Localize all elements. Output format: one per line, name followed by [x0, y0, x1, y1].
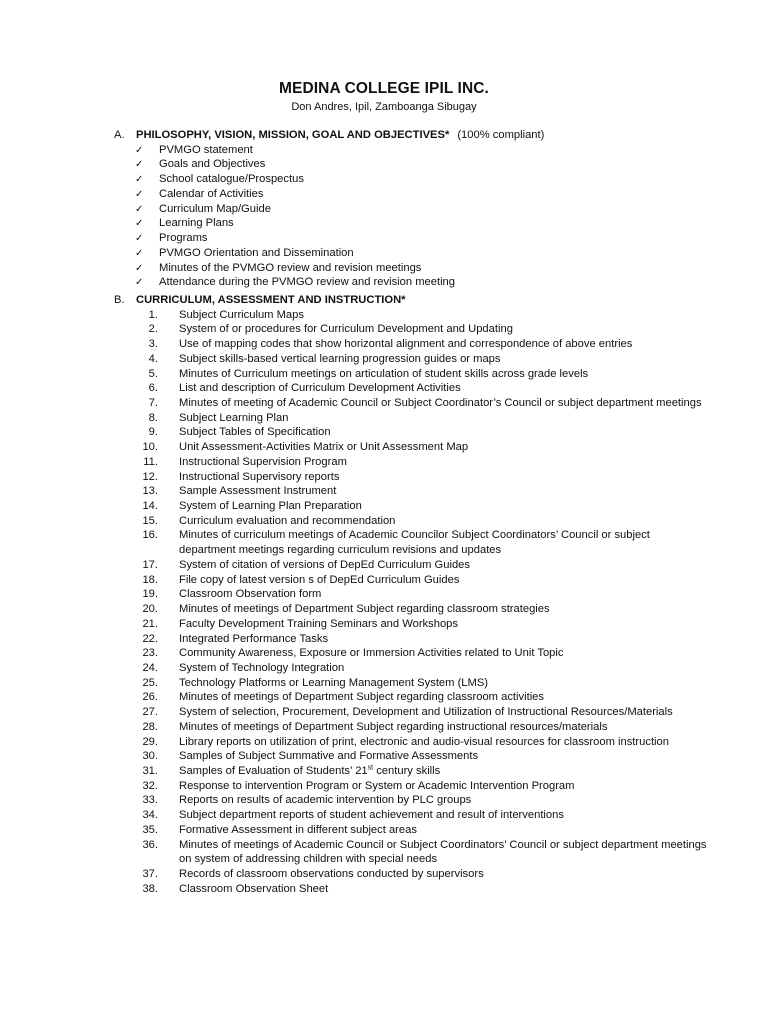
checklist-item [114, 172, 714, 187]
list-item: 15. Curriculum evaluation and recommendation [114, 514, 714, 529]
list-item-text: Integrated Performance Tasks [179, 632, 329, 645]
list-item-text: Records of classroom observations conducted by supervisors [179, 868, 484, 880]
list-item: 22. Integrated Performance Tasks [114, 632, 714, 647]
list-item: 13. Sample Assessment Instrument [114, 484, 714, 499]
list-item: 1. Subject Curriculum Maps [114, 308, 714, 323]
list-item-text: Minutes of meetings of Department Subject regarding classroom strategies [179, 603, 550, 616]
list-item-text: Formative Assessment in different subject areas [179, 823, 417, 836]
section-b-heading [114, 293, 714, 308]
check-icon: ✓ [135, 159, 144, 171]
list-item: 29. Library reports on utilization of print, electronic and audio-visual resources for classroom instruction [114, 735, 714, 750]
list-item-text: System of citation of versions of DepEd Curriculum Guides [179, 558, 470, 571]
list-item: 7. Minutes of meeting of Academic Council or Subject Coordinator’s Council or subject department meetings [114, 396, 714, 411]
list-item-text: File copy of latest version s of DepEd Curriculum Guides [179, 573, 460, 586]
check-icon: ✓ [135, 188, 144, 200]
list-item: 31. Samples of Evaluation of Students’ 21st century skills [114, 764, 714, 779]
list-item-text: Minutes of meeting of Academic Council or Subject Coordinator’s Council or subject department meetings [179, 397, 702, 409]
list-item-text: Minutes of meetings of Department Subject regarding classroom activities [179, 691, 545, 704]
list-item-text: Subject department reports of student achievement and result of interventions [179, 809, 564, 822]
list-item-text: Community Awareness, Exposure or Immersion Activities related to Unit Topic [179, 647, 564, 660]
list-item-text: Use of mapping codes that show horizontal alignment and correspondence of above entries [179, 338, 633, 351]
list-item: 5. Minutes of Curriculum meetings on articulation of student skills across grade levels [114, 367, 714, 382]
list-item: 2. System of or procedures for Curriculum Development and Updating [114, 322, 714, 337]
list-item: 25. Technology Platforms or Learning Management System (LMS) [114, 676, 714, 691]
list-item: 6. List and description of Curriculum Development Activities [114, 381, 714, 396]
list-item: 12. Instructional Supervisory reports [114, 470, 714, 485]
list-item-text: Instructional Supervisory reports [179, 470, 340, 483]
check-icon: ✓ [135, 247, 144, 259]
checklist-item-label: Programs [159, 232, 208, 245]
list-item-text: Subject skills-based vertical learning progression guides or maps [179, 352, 501, 365]
list-item: 34. Subject department reports of student achievement and result of interventions [114, 808, 714, 823]
list-item-text: Classroom Observation form [179, 588, 322, 601]
checklist-item-label: Calendar of Activities [159, 187, 264, 200]
list-item: 18. File copy of latest version s of DepEd Curriculum Guides [114, 573, 714, 588]
section-a-checklist [114, 143, 714, 291]
checklist-item-label: Curriculum Map/Guide [159, 202, 271, 215]
list-item-text: Faculty Development Training Seminars and Workshops [179, 617, 458, 630]
checklist-item [114, 275, 714, 290]
list-item-text: Response to intervention Program or System or Academic Intervention Program [179, 779, 575, 792]
list-item: 16. Minutes of curriculum meetings of Academic Councilor Subject Coordinators’ Council or subject department meetings regarding curriculum revisions and updates [114, 528, 714, 557]
checklist-item-label: PVMGO statement [159, 143, 253, 156]
check-icon: ✓ [135, 277, 144, 289]
list-item-text: Library reports on utilization of print, electronic and audio-visual resources for classroom instruction [179, 735, 669, 748]
check-icon: ✓ [135, 218, 144, 230]
list-item-text: System of or procedures for Curriculum Development and Updating [179, 323, 513, 336]
checklist-item [114, 187, 714, 202]
check-icon: ✓ [135, 262, 144, 274]
list-item: 32. Response to intervention Program or System or Academic Intervention Program [114, 779, 714, 794]
list-item: 36. Minutes of meetings of Academic Council or Subject Coordinators’ Council or subject department meetings on system of addressing children with special needs [114, 838, 714, 867]
list-item: 33. Reports on results of academic intervention by PLC groups [114, 793, 714, 808]
page-title: MEDINA COLLEGE IPIL INC. [279, 80, 489, 97]
list-item-text: Sample Assessment Instrument [179, 485, 337, 498]
list-item-text: Subject Curriculum Maps [179, 308, 304, 321]
list-item: 19. Classroom Observation form [114, 587, 714, 602]
checklist-item [114, 261, 714, 276]
checklist-item-label: PVMGO Orientation and Dissemination [159, 246, 354, 259]
checklist-item [114, 246, 714, 261]
list-item: 21. Faculty Development Training Seminars and Workshops [114, 617, 714, 632]
list-item: 24. System of Technology Integration [114, 661, 714, 676]
page-subtitle-address: Don Andres, Ipil, Zamboanga Sibugay [291, 101, 477, 113]
list-item: 30. Samples of Subject Summative and Formative Assessments [114, 749, 714, 764]
list-item-text: Classroom Observation Sheet [179, 882, 329, 895]
section-b [114, 293, 714, 896]
check-icon: ✓ [135, 203, 144, 215]
checklist-item [114, 231, 714, 246]
list-item-text: Curriculum evaluation and recommendation [179, 514, 396, 527]
section-b-letter: B. [114, 294, 125, 306]
list-item-text: Reports on results of academic intervention by PLC groups [179, 794, 472, 807]
list-item: 37. Records of classroom observations conducted by supervisors [114, 867, 714, 882]
section-a [114, 128, 714, 290]
section-b-list [114, 308, 714, 897]
check-icon: ✓ [135, 233, 144, 245]
list-item: 26. Minutes of meetings of Department Subject regarding classroom activities [114, 690, 714, 705]
list-item: 38. Classroom Observation Sheet [114, 882, 714, 897]
list-item-text: Minutes of meetings of Department Subject regarding instructional resources/materials [179, 720, 608, 733]
section-a-heading [114, 128, 714, 143]
list-item: 23. Community Awareness, Exposure or Immersion Activities related to Unit Topic [114, 646, 714, 661]
checklist-item [114, 202, 714, 217]
list-item-text: Subject Learning Plan [179, 411, 289, 424]
checklist-item-label: Minutes of the PVMGO review and revision meetings [159, 261, 422, 274]
checklist-item-label: School catalogue/Prospectus [159, 173, 304, 186]
list-item-text: Instructional Supervision Program [179, 455, 347, 468]
list-item: 28. Minutes of meetings of Department Subject regarding instructional resources/materials [114, 720, 714, 735]
section-b-title: CURRICULUM, ASSESSMENT AND INSTRUCTION* [136, 294, 406, 306]
checklist-item-label: Goals and Objectives [159, 158, 266, 171]
list-item-text: Technology Platforms or Learning Management System (LMS) [179, 676, 489, 689]
checklist-item [114, 157, 714, 172]
check-icon: ✓ [135, 144, 144, 156]
list-item-text: System of Technology Integration [179, 661, 345, 674]
list-item-text: Samples of Evaluation of Students’ 21st century skills [179, 764, 441, 777]
check-icon: ✓ [135, 174, 144, 186]
list-item: 4. Subject skills-based vertical learning progression guides or maps [114, 352, 714, 367]
section-a-compliance-note: (100% compliant) [457, 129, 545, 141]
checklist-item-label: Learning Plans [159, 217, 234, 230]
list-item-text: System of selection, Procurement, Development and Utilization of Instructional Resources/Materials [179, 706, 673, 719]
section-a-letter: A. [114, 129, 125, 141]
list-item: 35. Formative Assessment in different subject areas [114, 823, 714, 838]
list-item: 8. Subject Learning Plan [114, 411, 714, 426]
list-item-text: Minutes of Curriculum meetings on articulation of student skills across grade levels [179, 367, 589, 380]
list-item: 20. Minutes of meetings of Department Subject regarding classroom strategies [114, 602, 714, 617]
checklist-item-label: Attendance during the PVMGO review and revision meeting [159, 276, 456, 289]
checklist-item [114, 143, 714, 158]
list-item-text: Unit Assessment-Activities Matrix or Unit Assessment Map [179, 441, 469, 454]
list-item-text: Minutes of curriculum meetings of Academic Councilor Subject Coordinators’ Council or subject department meetings regarding curriculum revisions and updates [179, 529, 650, 557]
checklist-item [114, 216, 714, 231]
list-item: 27. System of selection, Procurement, Development and Utilization of Instructional Resources/Materials [114, 705, 714, 720]
list-item-text: Subject Tables of Specification [179, 426, 331, 439]
list-item: 9. Subject Tables of Specification [114, 425, 714, 440]
list-item-text: List and description of Curriculum Development Activities [179, 382, 461, 395]
list-item: 14. System of Learning Plan Preparation [114, 499, 714, 514]
list-item: 11. Instructional Supervision Program [114, 455, 714, 470]
list-item: 17. System of citation of versions of DepEd Curriculum Guides [114, 558, 714, 573]
list-item: 10. Unit Assessment-Activities Matrix or Unit Assessment Map [114, 440, 714, 455]
list-item-text: Minutes of meetings of Academic Council or Subject Coordinators’ Council or subject department meetings on system of addressing children with special needs [179, 838, 707, 866]
list-item-text: System of Learning Plan Preparation [179, 500, 362, 513]
list-item-text: Samples of Subject Summative and Formative Assessments [179, 750, 479, 763]
section-a-title: PHILOSOPHY, VISION, MISSION, GOAL AND OBJECTIVES* [136, 129, 450, 141]
list-item: 3. Use of mapping codes that show horizontal alignment and correspondence of above entries [114, 337, 714, 352]
